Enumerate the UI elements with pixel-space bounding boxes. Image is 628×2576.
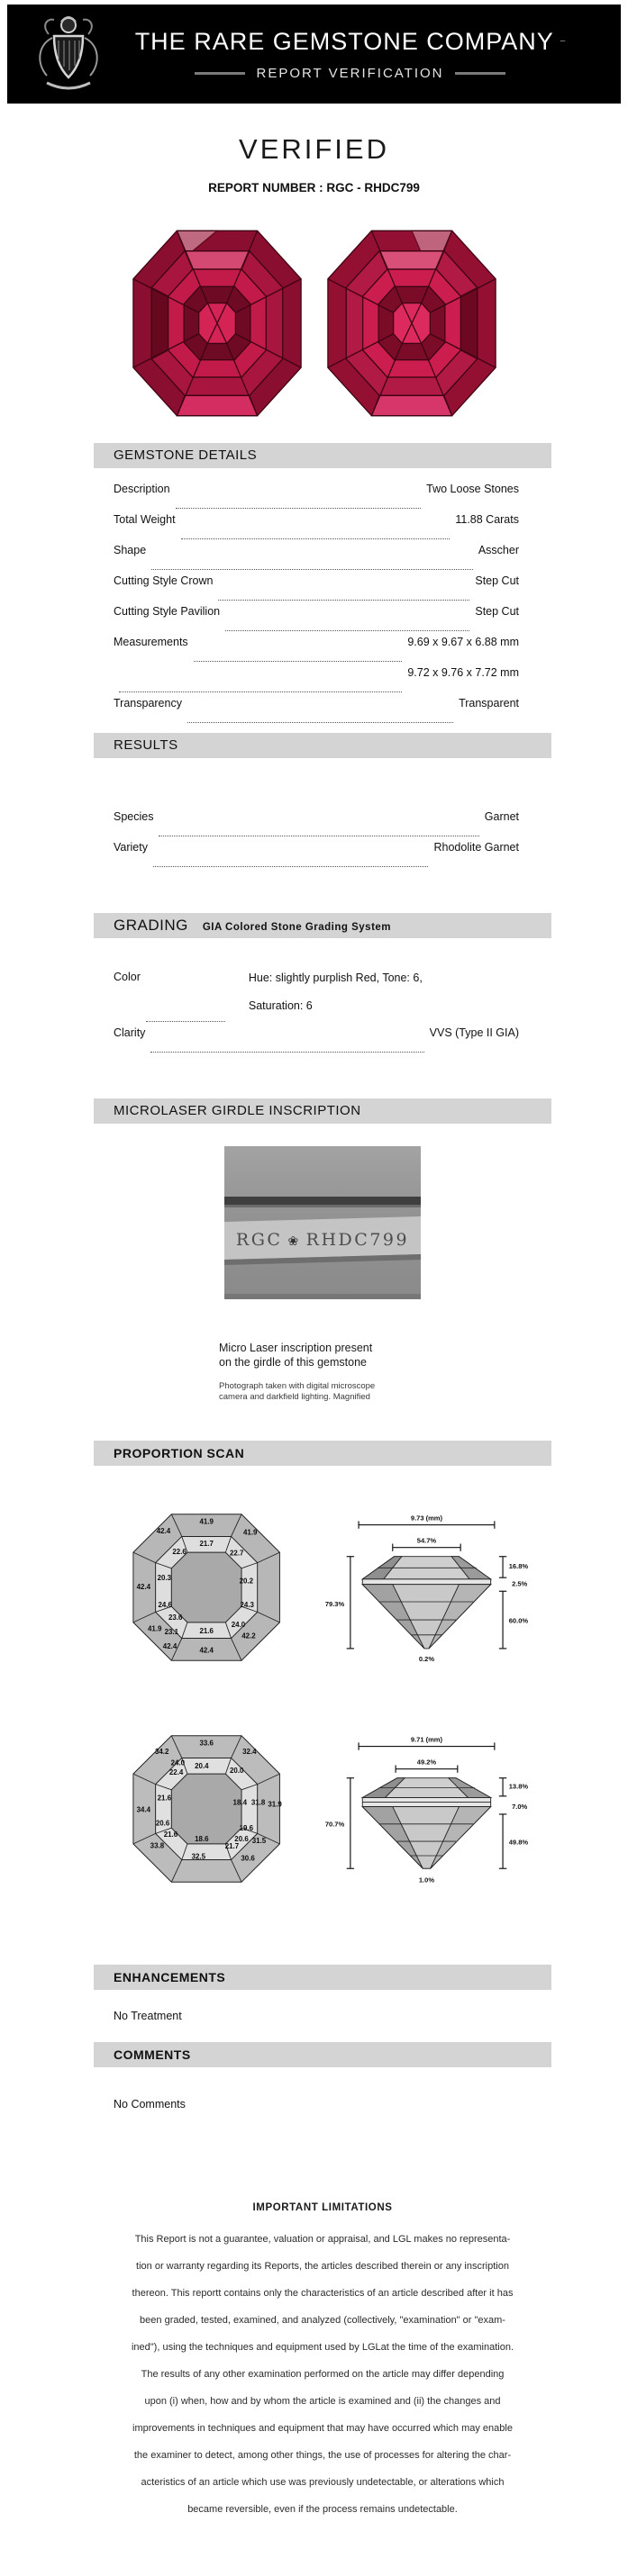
gemstone-details-rows (94, 468, 551, 733)
svg-text:70.7%: 70.7% (325, 1820, 345, 1829)
important-limitations (94, 2202, 551, 2523)
svg-text:79.3%: 79.3% (325, 1600, 345, 1609)
svg-text:22.4: 22.4 (168, 1768, 184, 1777)
grading-row-color: Color Hue: slightly purplish Red, Tone: 6, Saturation: 6 (94, 971, 551, 1026)
inscription-photo (224, 1146, 421, 1299)
proportion-scan-1 (94, 1487, 551, 1687)
dotted-leader (146, 1021, 225, 1022)
company-name: THE RARE GEMSTONE COMPANY (134, 27, 554, 55)
svg-text:13.8%: 13.8% (509, 1782, 529, 1791)
svg-text:41.9: 41.9 (243, 1528, 258, 1537)
result-row-variety: Variety Rhodolite Garnet (94, 841, 551, 872)
svg-text:54.7%: 54.7% (417, 1536, 437, 1545)
detail-row-cutting-style-crown: Cutting Style Crown Step Cut (94, 574, 551, 605)
svg-text:9.73 (mm): 9.73 (mm) (411, 1514, 443, 1523)
dotted-leader (153, 866, 429, 867)
section-enhancements: ENHANCEMENTS (94, 1965, 551, 1990)
svg-text:18.6: 18.6 (195, 1835, 209, 1844)
limitations-title: IMPORTANT LIMITATIONS (252, 2202, 393, 2213)
section-proportion-scan: PROPORTION SCAN (94, 1441, 551, 1466)
svg-text:23.1: 23.1 (164, 1628, 179, 1637)
svg-text:42.4: 42.4 (156, 1526, 171, 1535)
svg-text:20.2: 20.2 (239, 1577, 254, 1586)
section-gemstone-details: GEMSTONE DETAILS (94, 443, 551, 468)
limitations-text: This Report is not a guarantee, valuation or appraisal, and LGL makes no representa- tion or warranty regarding its Reports, the articles described therein or any inscription thereon. This reportt contains only the characteristics of an article described after it has been graded, tested, examined, and analyzed (collectively, "examination" or "exam- ined"), using the techniques and equipment used by LGLat the time of the examination. The results of any other examination performed on the article may differ depending upon (i) when, how and by whom the article is examined and (ii) the changes and improvements in techniques and equipment that may have occurred which may enable the examiner to detect, among other things, the use of processes for altering the char- acteristics of an article which use was previously undetectable, or alterations which became reversible, even if the process remains undetectable. (131, 2234, 514, 2515)
svg-text:42.2: 42.2 (241, 1631, 256, 1641)
svg-text:0.2%: 0.2% (419, 1655, 435, 1664)
faceup-diagram-1 (119, 1487, 294, 1687)
company-crest-logo (31, 11, 106, 97)
report-number: REPORT NUMBER : RGC - RHDC799 (208, 181, 420, 194)
comments-value: No Comments (114, 2098, 186, 2111)
detail-row-measurements-2: 9.72 x 9.76 x 7.72 mm (94, 666, 551, 697)
left-dash-rule (195, 72, 245, 75)
svg-text:31.9: 31.9 (268, 1800, 282, 1809)
profile-diagram-1 (317, 1500, 551, 1680)
grading-rows (94, 938, 551, 1062)
dotted-leader (187, 722, 453, 723)
dotted-leader (150, 1052, 423, 1053)
color-value: Hue: slightly purplish Red, Tone: 6, Saturation: 6 (248, 972, 423, 1012)
detail-row-description: Description Two Loose Stones (94, 483, 551, 513)
detail-row-measurements: Measurements 9.69 x 9.67 x 6.88 mm (94, 636, 551, 666)
grading-title: GRADING (114, 917, 188, 934)
svg-text:60.0%: 60.0% (509, 1616, 529, 1625)
engraving-crest-glyph: ❀ (287, 1234, 301, 1249)
svg-text:32.4: 32.4 (242, 1748, 257, 1757)
svg-text:30.6: 30.6 (241, 1854, 255, 1863)
grading-row-clarity: Clarity VVS (Type II GIA) (94, 1026, 551, 1057)
detail-row-transparency: Transparency Transparent (94, 697, 551, 728)
svg-text:41.9: 41.9 (199, 1517, 214, 1526)
svg-text:24.6: 24.6 (158, 1601, 172, 1610)
dotted-leader (218, 600, 469, 601)
dotted-leader (194, 661, 403, 662)
svg-text:16.8%: 16.8% (509, 1562, 529, 1571)
svg-text:21.6: 21.6 (199, 1627, 214, 1636)
gemstone-photo (0, 227, 628, 420)
svg-text:49.8%: 49.8% (509, 1838, 529, 1847)
svg-text:18.4: 18.4 (232, 1798, 247, 1807)
trademark-mark: – (560, 36, 566, 47)
detail-row-cutting-style-pavilion: Cutting Style Pavilion Step Cut (94, 605, 551, 636)
section-comments: COMMENTS (94, 2042, 551, 2067)
section-results: RESULTS (94, 733, 551, 758)
svg-text:33.6: 33.6 (199, 1739, 214, 1748)
svg-text:21.6: 21.6 (163, 1830, 178, 1839)
section-grading (94, 913, 551, 938)
enhancements-value: No Treatment (114, 2010, 182, 2022)
dotted-leader (151, 569, 473, 570)
gemstone-left (130, 227, 305, 420)
inscription-caption: Micro Laser inscription present on the girdle of this gemstone (219, 1342, 373, 1369)
svg-text:20.6: 20.6 (155, 1819, 170, 1828)
svg-text:20.4: 20.4 (195, 1761, 209, 1770)
svg-text:34.2: 34.2 (154, 1748, 169, 1757)
svg-text:9.71 (mm): 9.71 (mm) (411, 1735, 443, 1744)
right-dash-rule (455, 72, 505, 75)
svg-text:23.6: 23.6 (168, 1613, 183, 1622)
detail-row-total-weight: Total Weight 11.88 Carats (94, 513, 551, 544)
svg-text:24.3: 24.3 (240, 1601, 254, 1610)
section-inscription: MICROLASER GIRDLE INSCRIPTION (94, 1098, 551, 1124)
svg-text:7.0%: 7.0% (512, 1803, 528, 1812)
detail-row-shape: Shape Asscher (94, 544, 551, 574)
proportion-scan-2 (94, 1709, 551, 1909)
gemstone-right (324, 227, 499, 420)
svg-text:42.4: 42.4 (136, 1582, 151, 1591)
svg-text:32.5: 32.5 (191, 1852, 206, 1861)
svg-text:22.7: 22.7 (230, 1549, 244, 1558)
svg-text:22.6: 22.6 (172, 1547, 187, 1556)
svg-text:1.0%: 1.0% (419, 1876, 435, 1885)
svg-text:49.2%: 49.2% (417, 1758, 437, 1767)
svg-text:31.5: 31.5 (251, 1836, 267, 1845)
svg-text:20.6: 20.6 (234, 1835, 249, 1844)
svg-text:19.6: 19.6 (239, 1823, 254, 1832)
results-rows (94, 758, 551, 877)
svg-text:41.9: 41.9 (148, 1624, 162, 1633)
grading-subtitle: GIA Colored Stone Grading System (202, 922, 392, 933)
dotted-leader (225, 630, 469, 631)
svg-text:21.7: 21.7 (199, 1540, 214, 1549)
girdle-engraving: RGC ❀ RHDC799 (235, 1230, 410, 1250)
dotted-leader (119, 691, 402, 692)
svg-text:34.4: 34.4 (136, 1805, 151, 1814)
result-row-species: Species Garnet (94, 810, 551, 841)
svg-text:42.4: 42.4 (199, 1646, 214, 1655)
svg-text:31.8: 31.8 (250, 1798, 266, 1807)
faceup-diagram-2 (119, 1709, 294, 1909)
header-banner (7, 5, 621, 104)
dotted-leader (176, 508, 422, 509)
svg-text:21.6: 21.6 (157, 1794, 172, 1803)
inscription-note: Photograph taken with digital microscope camera and darkfield lighting. Magnified (219, 1381, 376, 1402)
svg-text:33.8: 33.8 (150, 1841, 165, 1850)
svg-text:42.4: 42.4 (162, 1642, 177, 1651)
header-subtitle: REPORT VERIFICATION (256, 65, 444, 81)
svg-text:20.0: 20.0 (230, 1767, 244, 1776)
svg-text:24.0: 24.0 (170, 1758, 186, 1767)
svg-text:20.3: 20.3 (157, 1574, 172, 1583)
svg-text:21.7: 21.7 (224, 1842, 240, 1851)
svg-text:2.5%: 2.5% (512, 1579, 528, 1588)
dotted-leader (181, 538, 451, 539)
svg-text:24.0: 24.0 (231, 1621, 246, 1630)
profile-diagram-2 (317, 1722, 551, 1902)
verified-status: VERIFIED (239, 133, 389, 165)
